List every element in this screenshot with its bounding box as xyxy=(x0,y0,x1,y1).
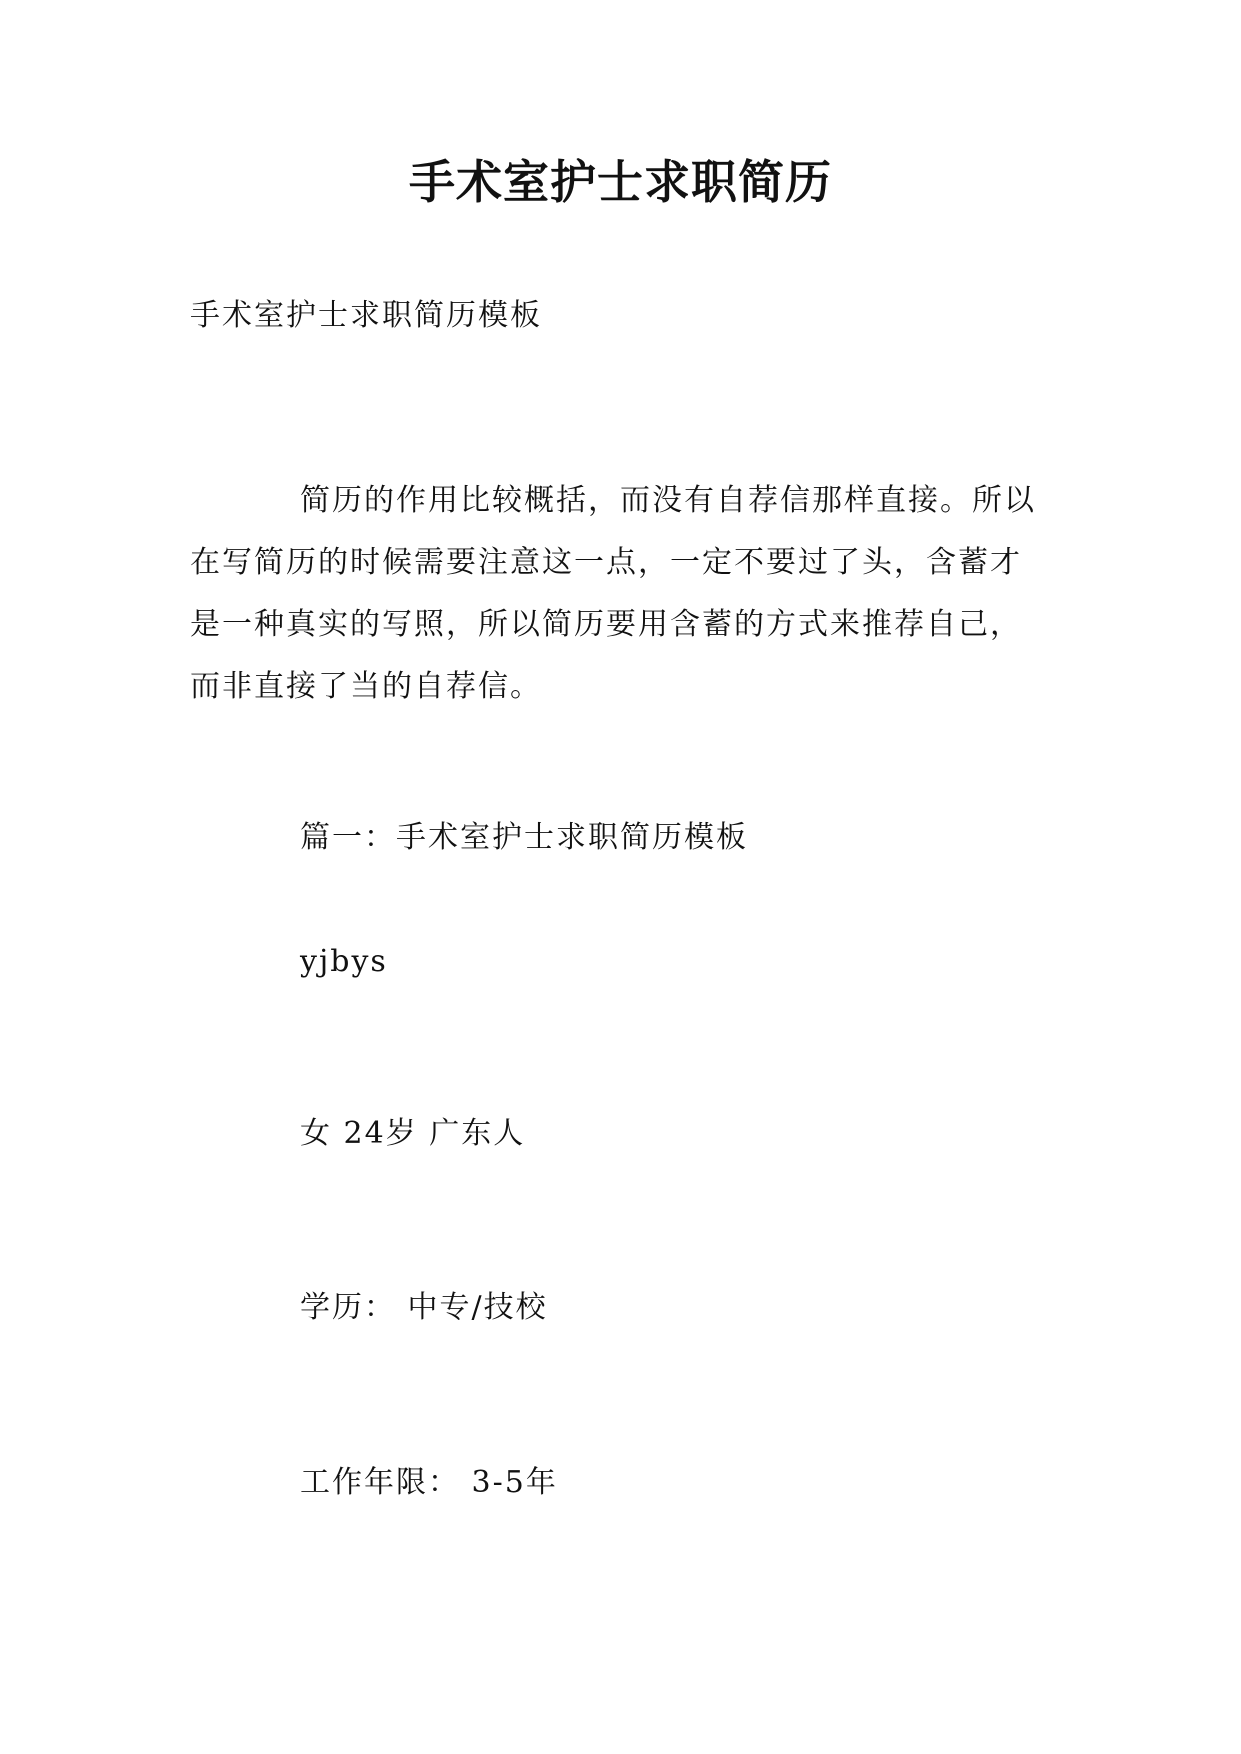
education-line: 学历： 中专/技校 xyxy=(300,1290,548,1325)
work-years-line: 工作年限： 3-5年 xyxy=(300,1465,558,1500)
candidate-name: yjbys xyxy=(300,944,388,979)
basic-info: 女 24岁 广东人 xyxy=(300,1116,526,1151)
intro-line-4: 而非直接了当的自荐信。 xyxy=(190,669,542,704)
intro-line-1: 简历的作用比较概括，而没有自荐信那样直接。所以 xyxy=(300,483,1036,518)
intro-paragraph xyxy=(190,470,1070,718)
document-subtitle: 手术室护士求职简历模板 xyxy=(190,298,542,333)
intro-line-2: 在写简历的时候需要注意这一点，一定不要过了头，含蓄才 xyxy=(190,545,1022,580)
intro-line-3: 是一种真实的写照，所以简历要用含蓄的方式来推荐自己， xyxy=(190,607,1022,642)
document-title: 手术室护士求职简历 xyxy=(409,155,832,209)
section-heading: 篇一：手术室护士求职简历模板 xyxy=(300,820,748,855)
